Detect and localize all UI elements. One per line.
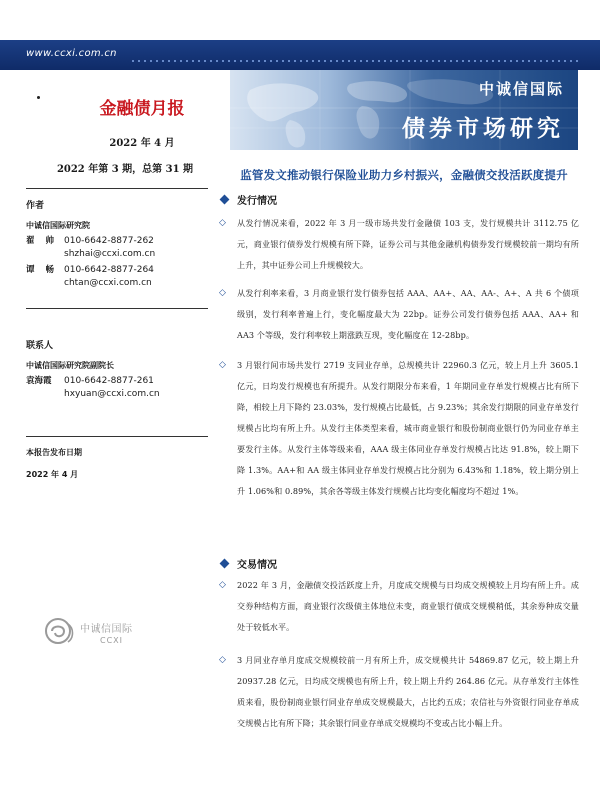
header-graphic [230, 70, 578, 150]
banner-dot-pattern [130, 58, 578, 64]
headline: 监管发文推动银行保险业助力乡村振兴，金融债交投活跃度提升 [240, 168, 568, 182]
author-block [26, 198, 208, 293]
author-row [26, 235, 208, 248]
section-heading [219, 192, 277, 207]
paragraph-text: 从发行利率来看，3 月商业银行发行债券包括 AAA、AA+、AA、AA-、A+、A 共 6 个债项级别，发行利率普遍上行，变化幅度最大为 22bp。证券公司发行债券包括 AAA、AA+ 和 AA3 个等级，发行利率较上期涨跌互现，变化幅度在 12-28bp。 [237, 288, 579, 340]
author-phone: 010-6642-8877-262 [64, 236, 154, 246]
author-name: 谭 畅 [26, 265, 58, 275]
paragraph-text: 从发行情况来看，2022 年 3 月一级市场共发行金融债 103 支，发行规模共计 3112.75 亿元，商业银行债券发行规模有所下降，证券公司与其他金融机构债券发行规模较前一期均有所上升，其中证券公司上升规模较大。 [237, 218, 579, 270]
paragraph-text: 3 月同业存单月度成交规模较前一月有所上升，成交规模共计 54869.87 亿元，较上期上升 20937.28 亿元，日均成交规模也有所上升，较上期上升约 264.86 亿元。从存单发行主体性质来看，股份制商业银行同业存单成交规模最大，占比约五成；农信社与外资银行同业存单成交规模占比有所下降；其余银行同业存单成交规模均不变或占比小幅上升。 [237, 655, 579, 728]
author-phone: 010-6642-8877-264 [64, 265, 154, 275]
report-title: 金融债月报 [99, 99, 185, 119]
diamond-icon [220, 559, 230, 569]
divider [26, 436, 208, 437]
divider [26, 308, 208, 309]
diamond-bullet-icon: ◇ [219, 288, 226, 298]
diamond-bullet-icon: ◇ [219, 580, 226, 590]
author-heading: 作者 [26, 201, 45, 211]
author-name: 翟 帅 [26, 236, 58, 246]
report-issue: 2022 年第 3 期，总第 31 期 [56, 164, 194, 175]
paragraph-text: 3 月银行间市场共发行 2719 支同业存单，总规模共计 22960.3 亿元，较上月上升 3605.1 亿元，日均发行规模也有所提升。从发行期限分布来看，1 年期同业存单发行规模占比有所下降，相较上月下降约 23.03%，发行规模占比最低，占 9.23%；其余发行期限的同业存单发行规模占比均有所上升。从发行主体类型来看，城市商业银行和股份制商业银行仍为同业存单主要发行主体。从发行主体等级来看，AAA 级主体同业存单发行规模占比达 91.8%，较上期下降 1.3%。AA+和 AA 级主体同业存单发行规模占比分别为 6.43%和 1.18%，较上期分别上升 1.06%和 0.89%，其余各等级主体发行规模占比均变化幅度均不超过 1%。 [237, 360, 579, 496]
logo-cn: 中诚信国际 [80, 624, 133, 635]
contact-heading: 联系人 [26, 341, 54, 351]
publication-subject: 债券市场研究 [402, 116, 564, 142]
report-date-label: 本报告发布日期 [26, 448, 82, 457]
contact-name: 袁海霞 [26, 376, 52, 386]
contact-email[interactable]: hxyuan@ccxi.com.cn [64, 389, 160, 399]
contact-row [26, 375, 208, 388]
section-title: 交易情况 [237, 560, 277, 571]
contact-phone: 010-6642-8877-261 [64, 376, 154, 386]
diamond-bullet-icon: ◇ [219, 218, 226, 228]
diamond-bullet-icon: ◇ [219, 360, 226, 370]
author-email[interactable]: shzhai@ccxi.com.cn [64, 249, 156, 259]
section-title: 发行情况 [237, 196, 277, 207]
ccxi-logo [42, 612, 152, 652]
paragraph [219, 213, 579, 276]
author-row [26, 264, 208, 277]
site-url[interactable]: www.ccxi.com.cn [26, 48, 117, 59]
title-bullet [37, 96, 40, 99]
paragraph [219, 575, 579, 638]
paragraph [219, 650, 579, 734]
brand-name: 中诚信国际 [478, 80, 564, 98]
paragraph-text: 2022 年 3 月，金融债交投活跃度上升，月度成交规模与日均成交规模较上月均有所上升。成交券种结构方面，商业银行次级债主体地位未变，商业银行债成交规模稍低，其余券种成交量处于较低水平。 [237, 580, 579, 632]
logo-mark-icon [42, 614, 78, 648]
diamond-icon [220, 195, 230, 205]
diamond-bullet-icon: ◇ [219, 655, 226, 665]
report-date-block [26, 447, 208, 484]
author-org: 中诚信国际研究院 [26, 221, 90, 230]
contact-org: 中诚信国际研究院副院长 [26, 361, 114, 370]
report-date-value: 2022 年 4 月 [26, 470, 79, 479]
paragraph [219, 355, 579, 502]
divider [26, 188, 208, 189]
section-heading [219, 556, 277, 571]
report-month: 2022 年 4 月 [109, 138, 175, 149]
paragraph [219, 283, 579, 346]
logo-en: CCXI [100, 636, 124, 645]
author-email[interactable]: chtan@ccxi.com.cn [64, 278, 152, 288]
contact-block [26, 338, 208, 404]
top-banner [0, 40, 600, 70]
